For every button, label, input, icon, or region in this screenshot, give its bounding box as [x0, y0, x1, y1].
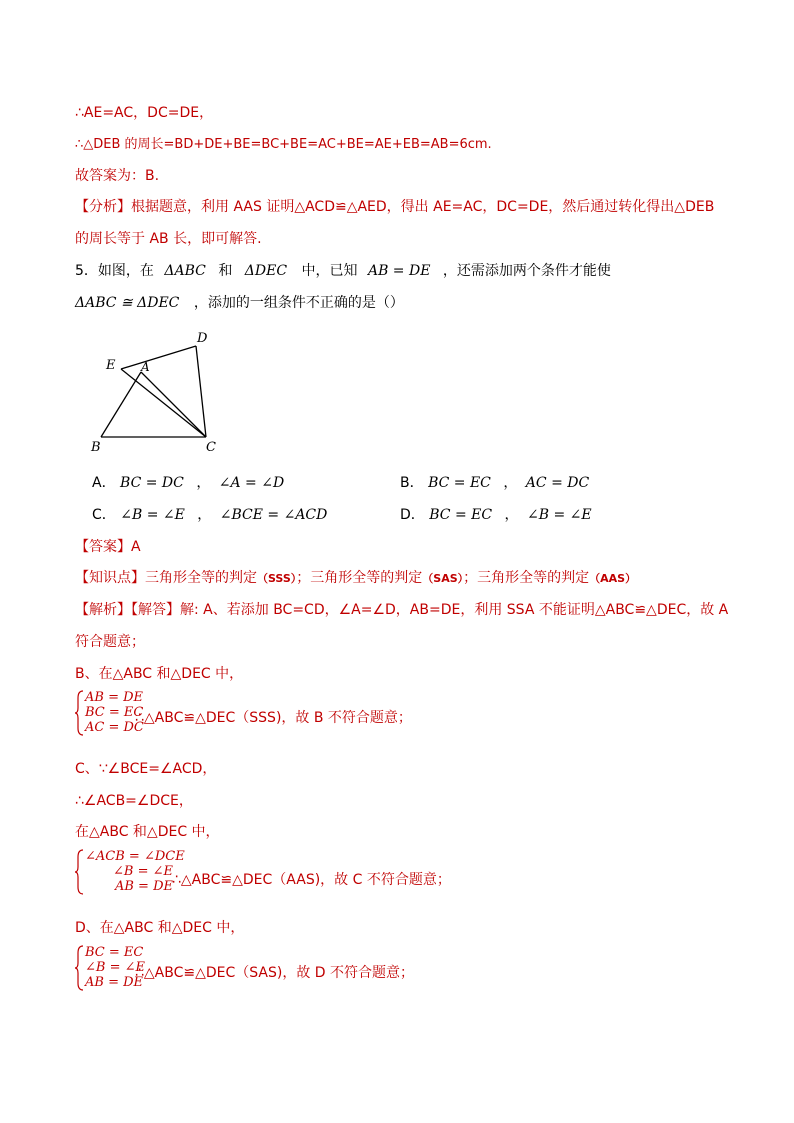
option-d-cond-2: ∠B = ∠E [526, 507, 592, 523]
option-b-cond-2: AC = DC [525, 475, 590, 491]
analysis-line-1 [75, 198, 714, 216]
option-a-sep: ， [196, 475, 211, 491]
solution-b-1: B、在△ABC 和△DEC 中， [75, 666, 244, 682]
system-d-row-2: ∠B = ∠E [85, 960, 145, 975]
knowledge-2-code: （SAS） [422, 572, 464, 585]
option-c-label: C． [92, 507, 116, 523]
solution-a-1: 解: A、若添加 BC=CD，∠A=∠D，AB=DE，利用 SSA 不能证明△ABC≌△DEC，故 A [180, 602, 729, 618]
brace-b [75, 690, 85, 736]
given-condition: AB = DE [367, 263, 431, 279]
question-number: 5．如图，在 [75, 263, 154, 279]
system-c [75, 849, 185, 895]
option-a-cond-1: BC = DC [120, 475, 184, 491]
option-a[interactable] [92, 474, 284, 492]
option-c-cond-1: ∠B = ∠E [120, 507, 185, 523]
option-d-sep: ， [504, 507, 519, 523]
option-d-label: D． [400, 507, 425, 523]
option-b-sep: ， [503, 475, 518, 491]
knowledge-1-code: （SSS） [257, 572, 297, 585]
line-ae-ac: ∴AE=AC，DC=DE， [75, 105, 214, 121]
answer-value: A [131, 539, 141, 555]
solution-a-2: 符合题意； [75, 634, 145, 650]
system-c-row-2: ∠B = ∠E [113, 864, 173, 879]
label-a: A [141, 360, 150, 374]
solution-c-2: ∴∠ACB=∠DCE， [75, 793, 193, 809]
question-line-2 [75, 294, 404, 312]
knowledge-1: 三角形全等的判定 [145, 570, 257, 586]
option-c[interactable] [92, 506, 327, 524]
solution-c-3: 在△ABC 和△DEC 中， [75, 824, 220, 840]
option-c-sep: ， [197, 507, 212, 523]
system-c-row-3: AB = DE [114, 879, 173, 894]
solution-d-1: D、在△ABC 和△DEC 中， [75, 920, 245, 936]
answer-line [75, 538, 141, 556]
brace-d [75, 945, 85, 991]
solution-line-1 [75, 601, 728, 619]
question-tail: ，还需添加两个条件才能使 [442, 263, 611, 279]
option-d[interactable] [400, 506, 592, 524]
option-a-cond-2: ∠A = ∠D [218, 475, 285, 491]
word-and: 和 [218, 263, 233, 279]
congruence-expr: ΔABC ≅ ΔDEC [75, 295, 180, 311]
word-middle: 中，已知 [301, 263, 358, 279]
label-d: D [197, 331, 208, 346]
label-c: C [206, 440, 216, 455]
option-a-label: A． [92, 475, 116, 491]
question-line-2-text: ，添加的一组条件不正确的是（） [193, 295, 404, 311]
analysis-line-2: 的周长等于 AB 长，即可解答. [75, 231, 262, 247]
analysis-tag: 【分析】 [75, 199, 131, 215]
knowledge-3: ；三角形全等的判定 [463, 570, 590, 586]
solution-c-tail: ∴△ABC≌△DEC（AAS)，故 C 不符合题意； [172, 872, 451, 888]
knowledge-tag: 【知识点】 [75, 570, 145, 586]
option-c-cond-2: ∠BCE = ∠ACD [219, 507, 328, 523]
line-answer-b: 故答案为：B. [75, 168, 160, 184]
system-d-row-3: AB = DE [85, 975, 144, 990]
knowledge-3-code: （AAS） [589, 572, 637, 585]
option-b-cond-1: BC = EC [428, 475, 491, 491]
option-d-cond-1: BC = EC [429, 507, 493, 523]
solution-b-tail: ∴△ABC≌△DEC（SSS)，故 B 不符合题意； [135, 710, 412, 726]
knowledge-line [75, 569, 636, 588]
label-b: B [91, 440, 101, 455]
solution-c-1: C、∵∠BCE=∠ACD， [75, 761, 217, 777]
solution-d-tail: ∴△ABC≌△DEC（SAS)，故 D 不符合题意； [135, 965, 415, 981]
knowledge-2: ；三角形全等的判定 [296, 570, 423, 586]
option-b-label: B． [400, 475, 424, 491]
line-perimeter: ∴△DEB 的周长=BD+DE+BE=BC+BE=AC+BE=AE+EB=AB=6cm. [75, 137, 492, 152]
option-b[interactable] [400, 474, 589, 492]
system-b-row-3: AC = DC [85, 720, 144, 735]
triangle-dec: ΔDEC [244, 263, 288, 279]
answer-tag: 【答案】 [75, 539, 131, 555]
brace-c [75, 849, 85, 895]
geometry-figure [85, 325, 235, 460]
system-b-row-1: AB = DE [85, 690, 144, 705]
solution-tag: 【解析】【解答】 [75, 602, 180, 618]
question-line-1 [75, 262, 611, 280]
triangle-abc: ΔABC [164, 263, 206, 279]
label-e: E [106, 358, 116, 373]
system-c-row-1: ∠ACB = ∠DCE [85, 849, 185, 864]
system-d-row-1: BC = EC [85, 945, 144, 960]
system-b-row-2: BC = EC [85, 705, 144, 720]
analysis-text: 根据题意，利用 AAS 证明△ACD≌△AED，得出 AE=AC，DC=DE，然后通过转化得出△DEB [131, 199, 715, 215]
